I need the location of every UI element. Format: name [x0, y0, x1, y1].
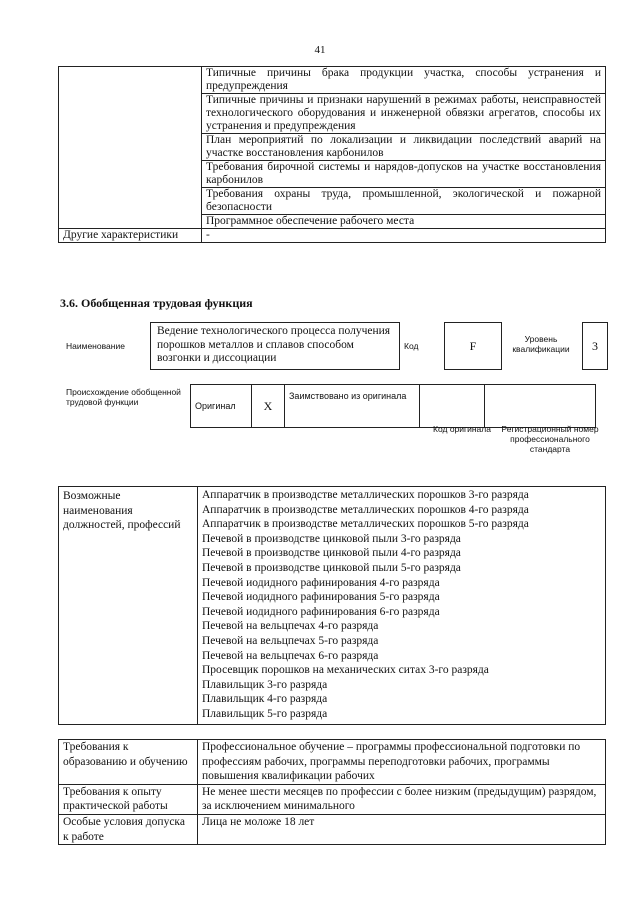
education-label: Требования к образованию и обучению: [59, 740, 198, 785]
knowledge-item: Типичные причины и признаки нарушений в режимах работы, неисправностей технологического оборудования и инженерной обвязки агрегатов, способы их устранения и предупреждения: [202, 94, 606, 134]
code-label: Код: [404, 341, 419, 351]
experience-value: Не менее шести месяцев по профессии с более низким (предыдущим) разрядом, за исключением минимального: [198, 784, 606, 814]
list-item: Печевой в производстве цинковой пыли 4-го разряда: [202, 547, 461, 560]
knowledge-item: Требования бирочной системы и нарядов-допусков на участке восстановления карбонилов: [202, 161, 606, 188]
original-code-caption: Код оригинала: [433, 424, 491, 434]
positions-table: [58, 486, 606, 725]
list-item: Печевой на вельцпечах 4-го разряда: [202, 620, 379, 633]
qualification-level-value: 3: [582, 322, 608, 370]
origin-reg-number-cell: [485, 385, 596, 428]
knowledge-item: Типичные причины брака продукции участка, способы устранения и предупреждения: [202, 67, 606, 94]
knowledge-table: [58, 66, 606, 243]
experience-label: Требования к опыту практической работы: [59, 784, 198, 814]
knowledge-item: План мероприятий по локализации и ликвидации последствий аварий на участке восстановления карбонилов: [202, 134, 606, 161]
list-item: Печевой иодидного рафинирования 6-го разряда: [202, 605, 440, 618]
list-item: Просевщик порошков на механических ситах 3-го разряда: [202, 664, 489, 677]
list-item: Плавильщик 3-го разряда: [202, 678, 328, 691]
section-heading: 3.6. Обобщенная трудовая функция: [60, 296, 253, 310]
other-characteristics-label: Другие характеристики: [59, 229, 202, 243]
list-item: Печевой иодидного рафинирования 5-го разряда: [202, 591, 440, 604]
admission-value: Лица не моложе 18 лет: [198, 814, 606, 844]
registration-number-caption: Регистрационный номер профессионального стандарта: [501, 424, 599, 454]
requirements-table: [58, 739, 606, 845]
origin-label: Происхождение обобщенной трудовой функции: [66, 387, 181, 407]
origin-borrowed-label: Заимствовано из оригинала: [285, 385, 420, 428]
list-item: Аппаратчик в производстве металлических порошков 5-го разряда: [202, 518, 529, 531]
table-row: [59, 229, 606, 243]
name-label: Наименование: [66, 341, 125, 351]
table-row: [59, 784, 606, 814]
positions-list: [198, 487, 606, 725]
list-item: Аппаратчик в производстве металлических порошков 4-го разряда: [202, 503, 529, 516]
list-item: Печевой на вельцпечах 6-го разряда: [202, 649, 379, 662]
list-item: Плавильщик 4-го разряда: [202, 693, 328, 706]
knowledge-label-cell: [59, 67, 202, 229]
list-item: Печевой иодидного рафинирования 4-го разряда: [202, 576, 440, 589]
qualification-level-label: Уровень квалификации: [512, 334, 570, 354]
list-item: Плавильщик 5-го разряда: [202, 707, 328, 720]
list-item: Печевой в производстве цинковой пыли 5-го разряда: [202, 561, 461, 574]
list-item: Печевой на вельцпечах 5-го разряда: [202, 634, 379, 647]
origin-table: [190, 384, 596, 428]
other-characteristics-value: -: [202, 229, 606, 243]
function-code-value: F: [444, 322, 502, 370]
table-row: [59, 487, 606, 725]
table-row: [59, 814, 606, 844]
origin-code-cell: [420, 385, 485, 428]
table-row: [191, 385, 596, 428]
table-row: [59, 67, 606, 94]
knowledge-item: Программное обеспечение рабочего места: [202, 215, 606, 229]
list-item: Аппаратчик в производстве металлических порошков 3-го разряда: [202, 489, 529, 501]
origin-original-mark: X: [252, 385, 285, 428]
origin-original-label: Оригинал: [191, 385, 252, 428]
list-item: Печевой в производстве цинковой пыли 3-го разряда: [202, 532, 461, 545]
page-number: 41: [314, 44, 326, 56]
admission-label: Особые условия допуска к работе: [59, 814, 198, 844]
table-row: [59, 740, 606, 785]
positions-label: Возможные наименования должностей, профессий: [59, 487, 198, 725]
knowledge-item: Требования охраны труда, промышленной, экологической и пожарной безопасности: [202, 188, 606, 215]
education-value: Профессиональное обучение – программы профессиональной подготовки по профессиям рабочих, программы переподготовки рабочих, программы повышения квалификации рабочих: [198, 740, 606, 785]
function-name-value: Ведение технологического процесса получения порошков металлов и сплавов способом возгонки и диссоциации: [150, 322, 400, 370]
